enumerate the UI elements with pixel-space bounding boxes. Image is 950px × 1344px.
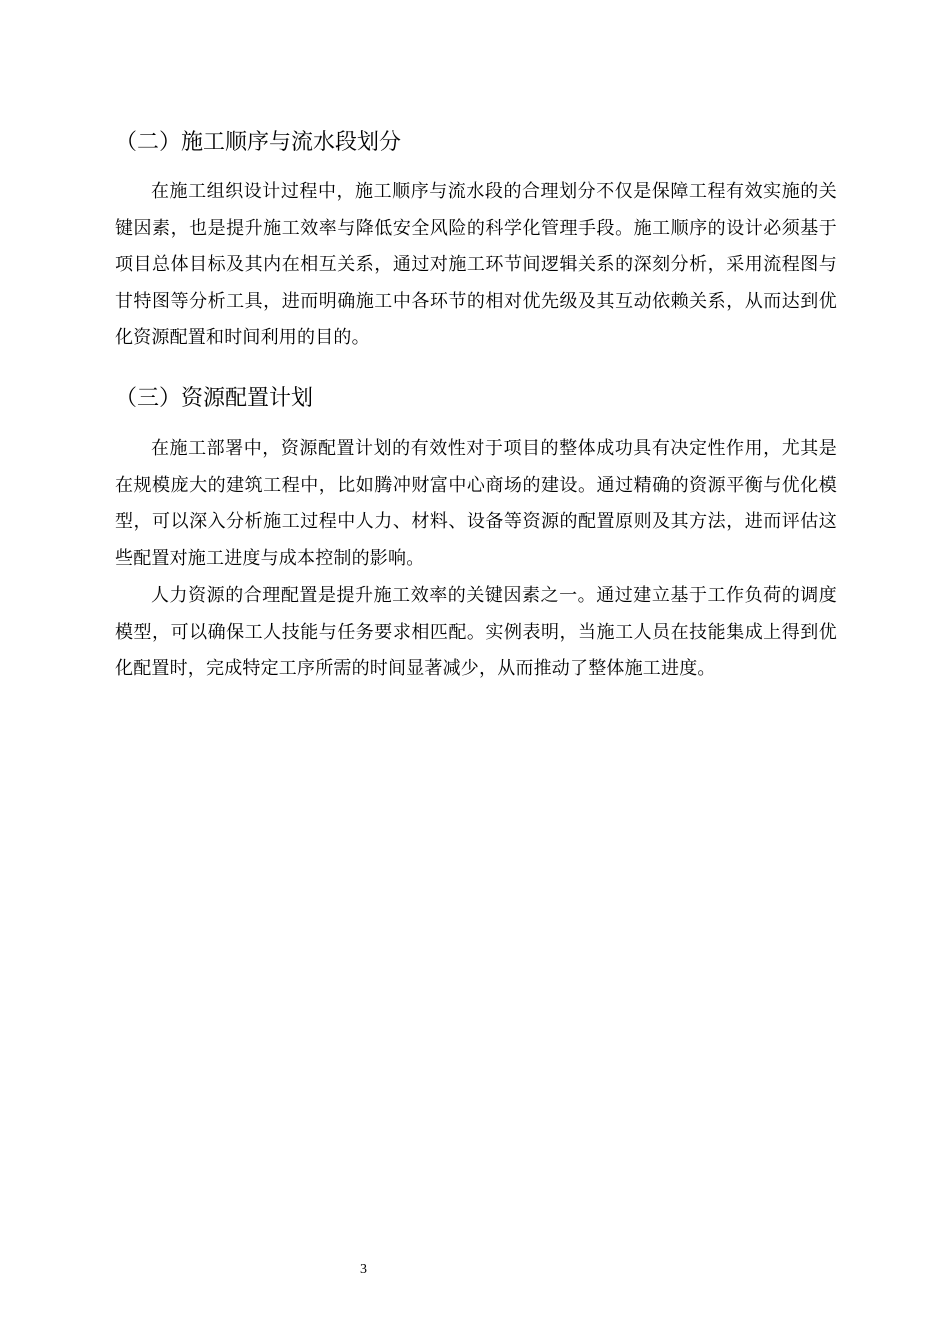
paragraph-resource-allocation-2: 人力资源的合理配置是提升施工效率的关键因素之一。通过建立基于工作负荷的调度模型，可以确保工人技能与任务要求相匹配。实例表明，当施工人员在技能集成上得到优化配置时，完成特定工序所需的时间显著减少，从而推动了整体施工进度。 xyxy=(115,585,837,679)
paragraph-resource-allocation-1: 在施工部署中，资源配置计划的有效性对于项目的整体成功具有决定性作用，尤其是在规模庞大的建筑工程中，比如腾冲财富中心商场的建设。通过精确的资源平衡与优化模型，可以深入分析施工过程中人力、材料、设备等资源的配置原则及其方法，进而评估这些配置对施工进度与成本控制的影响。 xyxy=(115,438,837,569)
section-heading-construction-sequence: （二）施工顺序与流水段划分 xyxy=(115,130,402,155)
page-number: 3 xyxy=(360,1262,367,1277)
section-heading-resource-allocation: （三）资源配置计划 xyxy=(115,386,314,411)
paragraph-construction-sequence: 在施工组织设计过程中，施工顺序与流水段的合理划分不仅是保障工程有效实施的关键因素，也是提升施工效率与降低安全风险的科学化管理手段。施工顺序的设计必须基于项目总体目标及其内在相互关系，通过对施工环节间逻辑关系的深刻分析，采用流程图与甘特图等分析工具，进而明确施工中各环节的相对优先级及其互动依赖关系，从而达到优化资源配置和时间利用的目的。 xyxy=(115,181,837,348)
